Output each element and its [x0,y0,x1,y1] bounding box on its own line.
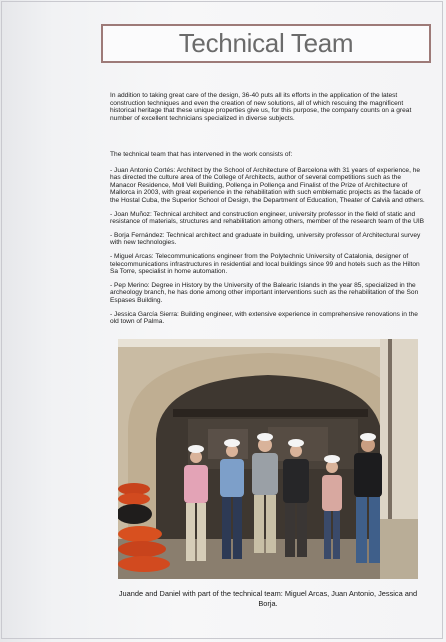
intro-paragraph: In addition to taking great care of the design, 36-40 puts all its efforts in the application of the latest construction techniques and even the creation of new solutions, all of which rescuing the magnificent historical heritage that these unique properties give us, for this purpose, the company counts on a great number of excellent technicians specialized in diverse subjects. [110,92,412,122]
team-photo [118,339,418,579]
team-section [110,151,428,332]
team-member: - Joan Muñoz: Technical architect and construction engineer, university professor in the field of static and resistance of materials, structures and rehabilitation among others, member of the research team of the UIB [110,210,425,226]
team-member: - Juan Antonio Cortés: Architect by the School of Architecture of Barcelona with 31 years of experience, he has directed the culture area of the College of Architects, author of several competitions such as the Manacor Residence, Moll Vell Building, Pollença in Pollença and Finalist of the Prize of Architecture of Mallorca in 2003, with great experience in the rehabilitation with such emblematic projects as the facade of the Hostal Cuba, the Superior School of Design, the Department of Education, Theater of Calvià and others. [110,166,425,204]
team-member: - Pep Merino: Degree in History by the University of the Balearic Islands in the year 85, specialized in the archeology branch, he has done among other important interventions such as the rehabilitation of the Son Espases Building. [110,281,419,304]
title-box [101,24,431,63]
page-title: Technical Team [178,28,354,58]
team-member: - Borja Fernández: Technical architect and graduate in building, university professor of Architectural survey with new technologies. [110,231,421,247]
team-member: - Jessica García Sierra: Building engineer, with extensive experience in comprehensive renovations in the old town of Palma. [110,310,418,326]
team-member: - Miguel Arcas: Telecommunications engineer from the Polytechnic University of Catalonia, designer of telecommunications infrastructures in residential and local buildings since 99 and hotels such as the Hilton Sa Torre, specialist in home automation. [110,252,420,276]
photo-caption: Juande and Daniel with part of the technical team: Miguel Arcas, Juan Antonio, Jessica and Borja. [118,589,418,608]
team-lead: The technical team that has intervened in the work consists of: [110,151,293,158]
